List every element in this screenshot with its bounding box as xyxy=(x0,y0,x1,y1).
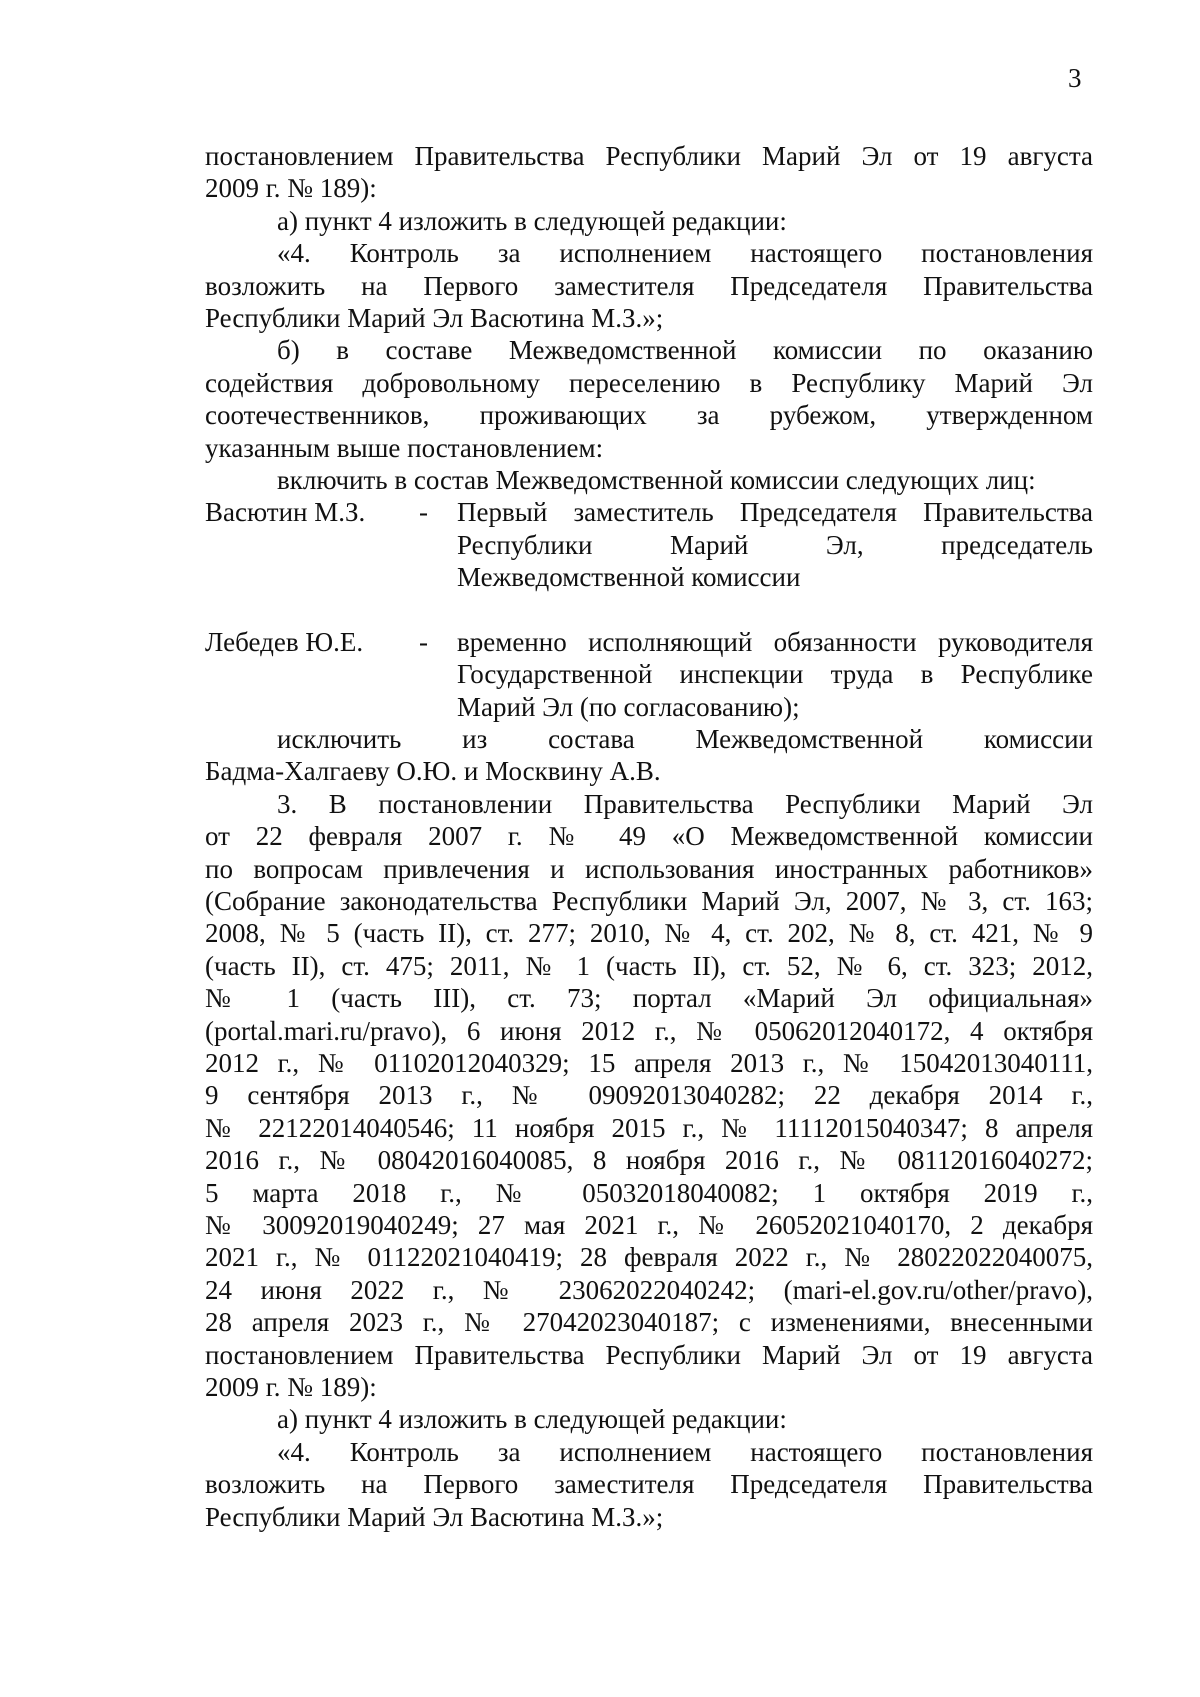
text-line: постановлением Правительства Республики Марий Эл от 19 августа xyxy=(205,141,1093,171)
text-line: 2016 г., № 08042016040085, 8 ноября 2016 г., № 08112016040272; xyxy=(205,1145,1093,1176)
text-line: «4. Контроль за исполнением настоящего постановления xyxy=(277,238,1093,269)
text-line: исключить из состава Межведомственной комиссии xyxy=(277,723,1093,754)
spacer xyxy=(205,594,1093,626)
text-line: по вопросам привлечения и использования иностранных работников» xyxy=(205,853,1093,884)
text-line: (portal.mari.ru/pravo), 6 июня 2012 г., № 05062012040172, 4 октября xyxy=(205,1015,1093,1046)
text-line: № 22122014040546; 11 ноября 2015 г., № 11112015040347; 8 апреля xyxy=(205,1112,1093,1143)
text-line: 28 апреля 2023 г., № 27042023040187; с изменениями, внесенными xyxy=(205,1307,1093,1338)
member-position-line: Государственной инспекции труда в Республике xyxy=(457,659,1093,690)
member-position-line: Межведомственной комиссии xyxy=(457,562,801,593)
member-name: Васютин М.З. xyxy=(205,497,366,528)
text-line: указанным выше постановлением: xyxy=(205,432,604,463)
text-line: возложить на Первого заместителя Председателя Правительства xyxy=(205,270,1093,301)
text-line: постановлением Правительства Республики Марий Эл от 19 августа xyxy=(205,1339,1093,1370)
text-line: содействия добровольному переселению в Республику Марий Эл xyxy=(205,367,1093,398)
member-dash: - xyxy=(419,497,428,528)
member-position-line: Республики Марий Эл, председатель xyxy=(457,529,1093,560)
text-line: «4. Контроль за исполнением настоящего постановления xyxy=(277,1436,1093,1467)
text-line: 9 сентября 2013 г., № 09092013040282; 22 декабря 2014 г., xyxy=(205,1080,1093,1111)
text-line: (Собрание законодательства Республики Марий Эл, 2007, № 3, ст. 163; xyxy=(205,885,1093,916)
text-line: от 22 февраля 2007 г. № 49 «О Межведомственной комиссии xyxy=(205,821,1093,852)
text-line: 5 марта 2018 г., № 05032018040082; 1 октября 2019 г., xyxy=(205,1177,1093,1208)
text-line: Бадма-Халгаеву О.Ю. и Москвину А.В. xyxy=(205,756,661,787)
page-number: 3 xyxy=(1068,63,1082,93)
member-position-line: временно исполняющий обязанности руководителя xyxy=(457,626,1093,657)
text-line: 2009 г. № 189): xyxy=(205,1372,377,1403)
text-line: 2008, № 5 (часть II), ст. 277; 2010, № 4, ст. 202, № 8, ст. 421, № 9 xyxy=(205,918,1093,949)
text-line: № 30092019040249; 27 мая 2021 г., № 26052021040170, 2 декабря xyxy=(205,1210,1093,1240)
text-line: 2021 г., № 01122021040419; 28 февраля 2022 г., № 28022022040075, xyxy=(205,1242,1093,1273)
member-position-line: Марий Эл (по согласованию); xyxy=(457,691,800,722)
top-paragraphs xyxy=(205,140,1093,496)
text-line: 24 июня 2022 г., № 23062022040242; (mari-el.gov.ru/other/pravo), xyxy=(205,1274,1093,1305)
text-line: 2009 г. № 189): xyxy=(205,173,377,204)
document-body xyxy=(205,140,1093,1533)
member-entry xyxy=(205,496,1093,593)
commission-members xyxy=(205,496,1093,722)
text-line: Республики Марий Эл Васютина М.З.»; xyxy=(205,303,664,334)
text-line: (часть II), ст. 475; 2011, № 1 (часть II), ст. 52, № 6, ст. 323; 2012, xyxy=(205,950,1093,981)
member-name: Лебедев Ю.Е. xyxy=(205,626,364,657)
member-entry xyxy=(205,626,1093,723)
member-dash: - xyxy=(419,626,428,657)
text-line: включить в состав Межведомственной комиссии следующих лиц: xyxy=(277,465,1036,496)
text-line: б) в составе Межведомственной комиссии по оказанию xyxy=(277,335,1093,366)
text-line: возложить на Первого заместителя Председателя Правительства xyxy=(205,1469,1093,1500)
text-line: 2012 г., № 01102012040329; 15 апреля 2013 г., № 15042013040111, xyxy=(205,1047,1093,1078)
text-line: Республики Марий Эл Васютина М.З.»; xyxy=(205,1501,664,1532)
bottom-paragraphs xyxy=(205,723,1093,1533)
member-position-line: Первый заместитель Председателя Правительства xyxy=(457,497,1093,528)
member-position xyxy=(457,626,1093,723)
text-line: 3. В постановлении Правительства Республики Марий Эл xyxy=(277,788,1093,819)
member-position xyxy=(457,496,1093,593)
text-line: соотечественников, проживающих за рубежом, утвержденном xyxy=(205,400,1093,431)
text-line: а) пункт 4 изложить в следующей редакции: xyxy=(277,1404,787,1435)
text-line: а) пункт 4 изложить в следующей редакции: xyxy=(277,205,787,236)
text-line: № 1 (часть III), ст. 73; портал «Марий Эл официальная» xyxy=(205,983,1093,1014)
